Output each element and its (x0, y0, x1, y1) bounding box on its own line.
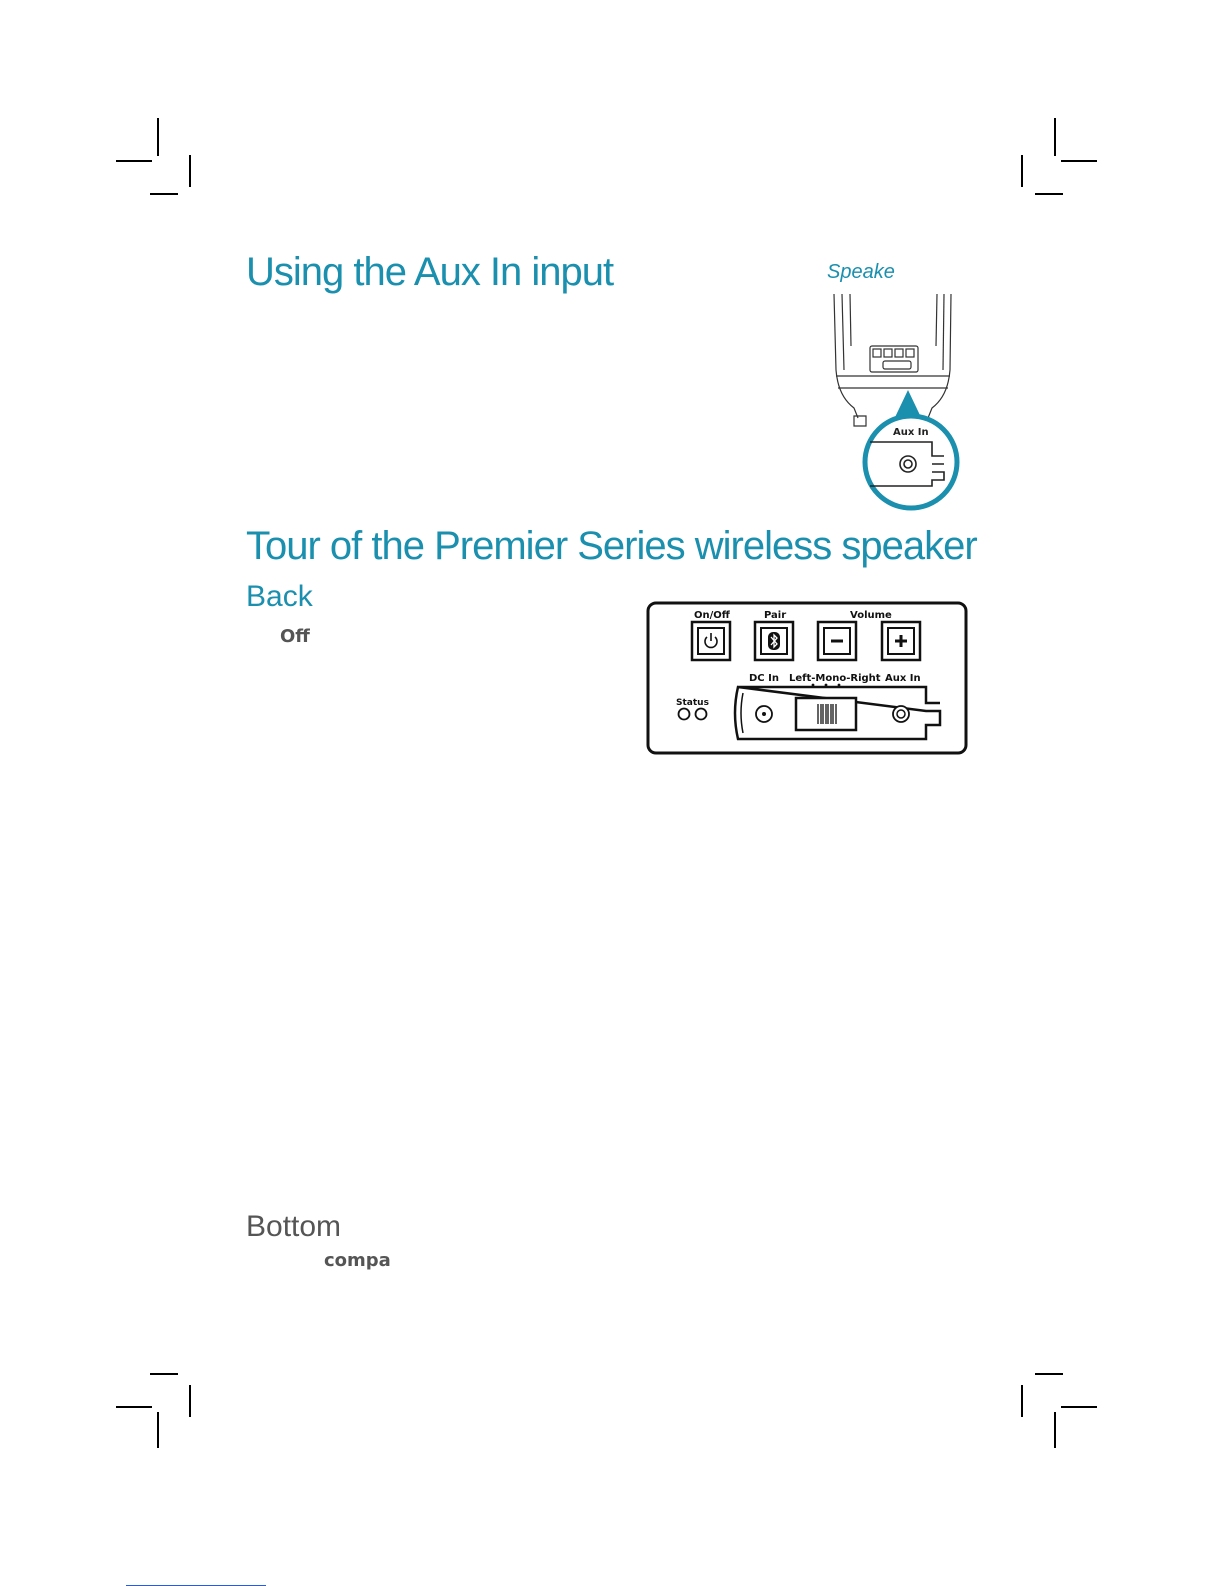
off-text: Off (280, 626, 310, 647)
aux-in-port[interactable] (893, 706, 909, 722)
crop-mark (157, 118, 159, 156)
status-label: Status (676, 698, 709, 708)
aux-in-label: Aux In (885, 673, 921, 684)
crop-mark (1021, 1385, 1023, 1417)
crop-mark (1061, 160, 1097, 162)
crop-mark (189, 155, 191, 187)
power-button[interactable] (692, 622, 730, 660)
dc-in-port[interactable] (756, 706, 772, 722)
volume-label: Volume (850, 610, 892, 621)
crop-mark (1021, 155, 1023, 187)
bluetooth-icon (768, 632, 780, 650)
crop-mark (1054, 118, 1056, 156)
compa-text: compa (324, 1250, 391, 1271)
crop-mark (1035, 193, 1063, 195)
back-heading: Back (246, 580, 313, 613)
crop-mark (189, 1385, 191, 1417)
aux-in-heading: Using the Aux In input (246, 250, 614, 294)
crop-mark (1054, 1412, 1056, 1448)
bottom-heading: Bottom (246, 1210, 342, 1243)
dc-in-label: DC In (749, 673, 779, 684)
crop-mark (116, 160, 152, 162)
status-led (696, 709, 707, 720)
speaker-caption: Speake (827, 261, 895, 283)
crop-mark (1061, 1406, 1097, 1408)
crop-mark (116, 1406, 152, 1408)
callout-aux-in-label: Aux In (893, 427, 929, 438)
speaker-illustration (820, 290, 970, 515)
on-off-label: On/Off (694, 610, 730, 621)
channel-label: Left-Mono-Right (789, 673, 881, 684)
status-led (679, 709, 690, 720)
channel-switch[interactable] (796, 698, 856, 730)
back-panel-diagram (646, 601, 968, 755)
crop-mark (150, 1373, 178, 1375)
volume-down-button[interactable] (818, 622, 856, 660)
volume-up-button[interactable] (882, 622, 920, 660)
crop-mark (1035, 1373, 1063, 1375)
pair-button[interactable] (755, 622, 793, 660)
pair-label: Pair (764, 610, 787, 621)
crop-mark (157, 1412, 159, 1448)
tour-heading: Tour of the Premier Series wireless speaker (246, 524, 977, 568)
crop-mark (150, 193, 178, 195)
